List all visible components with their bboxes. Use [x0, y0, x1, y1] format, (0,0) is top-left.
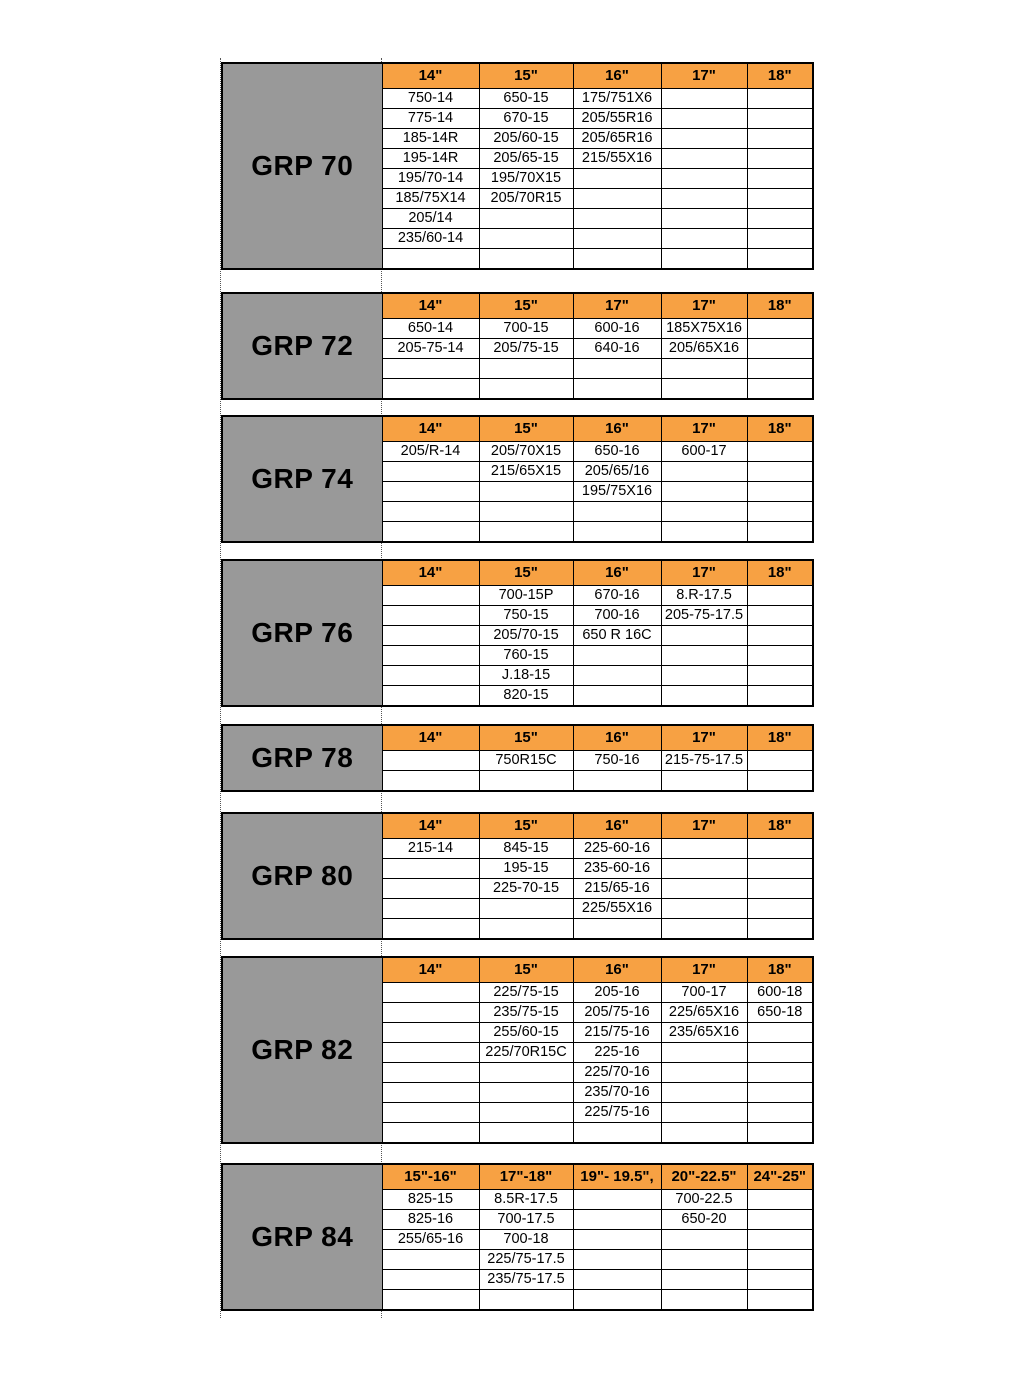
- size-cell: [479, 249, 573, 270]
- size-cell: [573, 1250, 661, 1270]
- size-cell: [661, 899, 747, 919]
- column-header: 24"-25": [747, 1164, 813, 1190]
- column-header: 15": [479, 63, 573, 89]
- size-cell: 195/70-14: [382, 169, 479, 189]
- column-header: 18": [747, 957, 813, 983]
- size-cell: [747, 1290, 813, 1311]
- size-cell: 225/70-16: [573, 1063, 661, 1083]
- size-cell: 650-18: [747, 1003, 813, 1023]
- size-cell: [661, 462, 747, 482]
- size-cell: [573, 919, 661, 940]
- size-cell: 825-16: [382, 1210, 479, 1230]
- column-header: 18": [747, 560, 813, 586]
- size-cell: [382, 1083, 479, 1103]
- column-header: 17": [661, 560, 747, 586]
- size-cell: [382, 899, 479, 919]
- size-cell: [661, 209, 747, 229]
- size-cell: 235/65X16: [661, 1023, 747, 1043]
- size-cell: 750-16: [573, 751, 661, 771]
- size-cell: 205/75-16: [573, 1003, 661, 1023]
- size-cell: [382, 983, 479, 1003]
- size-cell: [747, 169, 813, 189]
- column-header: 15": [479, 416, 573, 442]
- size-cell: 215-14: [382, 839, 479, 859]
- size-cell: 235/60-14: [382, 229, 479, 249]
- size-cell: [382, 462, 479, 482]
- size-cell: [573, 249, 661, 270]
- column-header: 15"-16": [382, 1164, 479, 1190]
- size-cell: 215/55X16: [573, 149, 661, 169]
- size-cell: 600-18: [747, 983, 813, 1003]
- size-cell: [661, 1063, 747, 1083]
- column-header: 15": [479, 293, 573, 319]
- size-cell: [479, 919, 573, 940]
- size-cell: 255/65-16: [382, 1230, 479, 1250]
- size-cell: [661, 626, 747, 646]
- size-table: [221, 62, 814, 270]
- size-cell: 600-17: [661, 442, 747, 462]
- size-cell: [747, 209, 813, 229]
- column-header: 17": [661, 813, 747, 839]
- size-cell: 650 R 16C: [573, 626, 661, 646]
- size-cell: 205/14: [382, 209, 479, 229]
- column-header: 18": [747, 813, 813, 839]
- size-cell: 650-16: [573, 442, 661, 462]
- column-header: 16": [573, 416, 661, 442]
- column-header: 14": [382, 725, 479, 751]
- column-header: 16": [573, 813, 661, 839]
- size-cell: [573, 1123, 661, 1144]
- size-cell: 215/65-16: [573, 879, 661, 899]
- size-cell: 225/75-17.5: [479, 1250, 573, 1270]
- size-cell: 670-16: [573, 586, 661, 606]
- size-cell: 700-18: [479, 1230, 573, 1250]
- size-cell: [382, 1290, 479, 1311]
- column-header: 17": [661, 725, 747, 751]
- size-cell: [747, 319, 813, 339]
- size-cell: 225/75-16: [573, 1103, 661, 1123]
- size-cell: 215/65X15: [479, 462, 573, 482]
- size-cell: [479, 899, 573, 919]
- size-cell: [382, 1043, 479, 1063]
- size-cell: 700-17: [661, 983, 747, 1003]
- size-table: [221, 812, 814, 940]
- size-cell: [382, 1270, 479, 1290]
- size-cell: [573, 209, 661, 229]
- size-cell: [661, 522, 747, 543]
- size-cell: [573, 646, 661, 666]
- size-cell: [747, 249, 813, 270]
- size-cell: 205/65-15: [479, 149, 573, 169]
- size-cell: [382, 359, 479, 379]
- size-cell: 225-60-16: [573, 839, 661, 859]
- size-cell: 195-14R: [382, 149, 479, 169]
- size-cell: 205/65X16: [661, 339, 747, 359]
- size-cell: 225/75-15: [479, 983, 573, 1003]
- size-cell: [573, 502, 661, 522]
- size-cell: [382, 379, 479, 400]
- size-cell: [747, 229, 813, 249]
- size-cell: 235/75-15: [479, 1003, 573, 1023]
- size-cell: [661, 379, 747, 400]
- size-cell: [747, 442, 813, 462]
- size-cell: [661, 1083, 747, 1103]
- group-grp-80: [221, 812, 814, 940]
- size-cell: [479, 209, 573, 229]
- size-cell: 205/65R16: [573, 129, 661, 149]
- size-cell: [573, 666, 661, 686]
- size-cell: [661, 666, 747, 686]
- size-cell: [747, 462, 813, 482]
- group-label: GRP 78: [222, 725, 382, 791]
- size-cell: [573, 1230, 661, 1250]
- size-cell: 775-14: [382, 109, 479, 129]
- size-cell: 185X75X16: [661, 319, 747, 339]
- size-cell: 255/60-15: [479, 1023, 573, 1043]
- size-cell: [479, 482, 573, 502]
- size-cell: [747, 379, 813, 400]
- size-cell: [661, 89, 747, 109]
- size-cell: [747, 129, 813, 149]
- size-cell: 235-60-16: [573, 859, 661, 879]
- group-label: GRP 80: [222, 813, 382, 939]
- size-cell: [747, 1250, 813, 1270]
- column-header: 14": [382, 560, 479, 586]
- size-cell: 700-22.5: [661, 1190, 747, 1210]
- column-header: 18": [747, 63, 813, 89]
- column-header: 16": [573, 725, 661, 751]
- size-cell: 700-17.5: [479, 1210, 573, 1230]
- size-cell: [661, 879, 747, 899]
- size-cell: [573, 1210, 661, 1230]
- size-cell: [747, 751, 813, 771]
- size-table: [221, 956, 814, 1144]
- size-cell: [573, 229, 661, 249]
- size-cell: [479, 771, 573, 792]
- size-cell: [747, 1083, 813, 1103]
- size-cell: [661, 1103, 747, 1123]
- size-cell: [479, 1123, 573, 1144]
- size-cell: [479, 1083, 573, 1103]
- size-cell: [747, 1270, 813, 1290]
- size-cell: [747, 771, 813, 792]
- size-cell: [573, 1270, 661, 1290]
- size-cell: [573, 1290, 661, 1311]
- size-cell: 750-15: [479, 606, 573, 626]
- size-cell: 750R15C: [479, 751, 573, 771]
- size-cell: J.18-15: [479, 666, 573, 686]
- size-cell: 235/75-17.5: [479, 1270, 573, 1290]
- size-cell: [382, 1003, 479, 1023]
- group-label: GRP 70: [222, 63, 382, 269]
- size-cell: [747, 646, 813, 666]
- size-cell: [747, 686, 813, 707]
- size-cell: [661, 149, 747, 169]
- size-cell: 205/70-15: [479, 626, 573, 646]
- size-cell: 215/75-16: [573, 1023, 661, 1043]
- size-cell: [661, 482, 747, 502]
- size-cell: [479, 379, 573, 400]
- size-cell: 205/70R15: [479, 189, 573, 209]
- column-header: 19"- 19.5",: [573, 1164, 661, 1190]
- size-cell: [382, 879, 479, 899]
- column-header: 15": [479, 560, 573, 586]
- size-cell: [382, 666, 479, 686]
- column-header: 15": [479, 957, 573, 983]
- size-cell: [747, 1103, 813, 1123]
- size-cell: [382, 686, 479, 707]
- size-cell: [661, 1230, 747, 1250]
- size-cell: [382, 1103, 479, 1123]
- size-cell: [382, 249, 479, 270]
- size-cell: 175/751X6: [573, 89, 661, 109]
- column-header: 15": [479, 725, 573, 751]
- size-cell: [747, 522, 813, 543]
- size-cell: 195/70X15: [479, 169, 573, 189]
- size-cell: [747, 189, 813, 209]
- size-cell: [747, 1210, 813, 1230]
- size-cell: [573, 686, 661, 707]
- size-cell: [661, 109, 747, 129]
- size-cell: [661, 1123, 747, 1144]
- group-grp-76: [221, 559, 814, 707]
- column-header: 14": [382, 957, 479, 983]
- column-header: 17": [661, 63, 747, 89]
- size-cell: 195-15: [479, 859, 573, 879]
- size-cell: [479, 502, 573, 522]
- size-cell: [479, 359, 573, 379]
- size-cell: 8.5R-17.5: [479, 1190, 573, 1210]
- size-cell: [382, 586, 479, 606]
- size-cell: 700-15P: [479, 586, 573, 606]
- size-cell: 205/R-14: [382, 442, 479, 462]
- column-header: 17": [661, 293, 747, 319]
- size-cell: 205/60-15: [479, 129, 573, 149]
- size-cell: [747, 149, 813, 169]
- size-cell: [747, 626, 813, 646]
- group-label: GRP 76: [222, 560, 382, 706]
- size-cell: [747, 1123, 813, 1144]
- size-table: [221, 559, 814, 707]
- group-label: GRP 82: [222, 957, 382, 1143]
- size-cell: [382, 1123, 479, 1144]
- size-table: [221, 724, 814, 792]
- size-cell: [479, 1063, 573, 1083]
- size-cell: 205-75-17.5: [661, 606, 747, 626]
- size-cell: 225/55X16: [573, 899, 661, 919]
- column-header: 16": [573, 560, 661, 586]
- size-cell: [479, 229, 573, 249]
- size-cell: 205/55R16: [573, 109, 661, 129]
- size-cell: [479, 1103, 573, 1123]
- size-cell: 205/65/16: [573, 462, 661, 482]
- size-cell: 760-15: [479, 646, 573, 666]
- size-cell: [382, 1250, 479, 1270]
- size-cell: [573, 379, 661, 400]
- size-cell: [747, 1190, 813, 1210]
- size-cell: 225/70R15C: [479, 1043, 573, 1063]
- size-cell: [382, 859, 479, 879]
- size-cell: [382, 606, 479, 626]
- size-cell: [661, 169, 747, 189]
- size-cell: 825-15: [382, 1190, 479, 1210]
- size-cell: [573, 1190, 661, 1210]
- size-cell: 820-15: [479, 686, 573, 707]
- size-cell: [661, 229, 747, 249]
- group-label: GRP 72: [222, 293, 382, 399]
- size-cell: 670-15: [479, 109, 573, 129]
- size-cell: 205-75-14: [382, 339, 479, 359]
- size-cell: 195/75X16: [573, 482, 661, 502]
- size-cell: 225-16: [573, 1043, 661, 1063]
- size-cell: [573, 771, 661, 792]
- size-cell: [747, 919, 813, 940]
- size-cell: [747, 89, 813, 109]
- size-cell: [661, 359, 747, 379]
- size-cell: 215-75-17.5: [661, 751, 747, 771]
- column-header: 17"-18": [479, 1164, 573, 1190]
- size-cell: 640-16: [573, 339, 661, 359]
- group-grp-82: [221, 956, 814, 1144]
- column-header: 14": [382, 293, 479, 319]
- group-grp-72: [221, 292, 814, 400]
- size-cell: 650-14: [382, 319, 479, 339]
- size-table: [221, 415, 814, 543]
- size-cell: 700-15: [479, 319, 573, 339]
- size-cell: [382, 1063, 479, 1083]
- size-cell: [382, 502, 479, 522]
- size-cell: [661, 1043, 747, 1063]
- column-header: 14": [382, 813, 479, 839]
- size-cell: [747, 606, 813, 626]
- column-header: 14": [382, 416, 479, 442]
- size-cell: 225-70-15: [479, 879, 573, 899]
- group-grp-78: [221, 724, 814, 792]
- size-cell: 845-15: [479, 839, 573, 859]
- size-cell: [382, 1023, 479, 1043]
- column-header: 16": [573, 957, 661, 983]
- size-cell: [661, 1270, 747, 1290]
- size-cell: 600-16: [573, 319, 661, 339]
- group-grp-74: [221, 415, 814, 543]
- size-cell: [747, 1063, 813, 1083]
- size-cell: [747, 666, 813, 686]
- size-cell: 205/70X15: [479, 442, 573, 462]
- size-cell: [573, 359, 661, 379]
- size-cell: [747, 1043, 813, 1063]
- size-cell: [747, 1230, 813, 1250]
- size-cell: 700-16: [573, 606, 661, 626]
- size-cell: 650-15: [479, 89, 573, 109]
- size-cell: [661, 249, 747, 270]
- column-header: 17": [661, 957, 747, 983]
- column-header: 16": [573, 63, 661, 89]
- group-label: GRP 84: [222, 1164, 382, 1310]
- size-cell: [747, 839, 813, 859]
- group-label: GRP 74: [222, 416, 382, 542]
- size-cell: 8.R-17.5: [661, 586, 747, 606]
- size-cell: [747, 109, 813, 129]
- size-cell: [661, 919, 747, 940]
- column-header: 15": [479, 813, 573, 839]
- size-cell: 185/75X14: [382, 189, 479, 209]
- size-cell: [661, 129, 747, 149]
- size-cell: [661, 189, 747, 209]
- size-cell: [747, 359, 813, 379]
- column-header: 20"-22.5": [661, 1164, 747, 1190]
- size-cell: [382, 646, 479, 666]
- size-cell: [747, 586, 813, 606]
- size-cell: [573, 189, 661, 209]
- tables-container: [221, 62, 814, 1311]
- size-cell: [747, 502, 813, 522]
- size-cell: [479, 1290, 573, 1311]
- size-cell: [382, 751, 479, 771]
- column-header: 18": [747, 293, 813, 319]
- size-cell: [382, 771, 479, 792]
- size-cell: [661, 646, 747, 666]
- size-cell: [661, 771, 747, 792]
- size-cell: 185-14R: [382, 129, 479, 149]
- size-table: [221, 1163, 814, 1311]
- column-header: 18": [747, 725, 813, 751]
- size-cell: [573, 169, 661, 189]
- size-cell: [661, 686, 747, 707]
- size-cell: [661, 1290, 747, 1311]
- column-header: 17": [661, 416, 747, 442]
- size-cell: 750-14: [382, 89, 479, 109]
- size-cell: [661, 859, 747, 879]
- size-cell: 225/65X16: [661, 1003, 747, 1023]
- size-table: [221, 292, 814, 400]
- size-cell: [747, 482, 813, 502]
- size-cell: [382, 626, 479, 646]
- size-cell: [747, 899, 813, 919]
- size-cell: [382, 522, 479, 543]
- group-grp-84: [221, 1163, 814, 1311]
- size-cell: 205-16: [573, 983, 661, 1003]
- size-cell: [382, 919, 479, 940]
- size-cell: [382, 482, 479, 502]
- size-cell: [747, 1023, 813, 1043]
- column-header: 17": [573, 293, 661, 319]
- size-cell: [747, 879, 813, 899]
- column-header: 18": [747, 416, 813, 442]
- size-cell: [573, 522, 661, 543]
- size-cell: [661, 1250, 747, 1270]
- size-cell: 205/75-15: [479, 339, 573, 359]
- size-cell: [661, 502, 747, 522]
- size-cell: [747, 339, 813, 359]
- size-cell: [747, 859, 813, 879]
- size-cell: [479, 522, 573, 543]
- size-cell: [661, 839, 747, 859]
- size-cell: 235/70-16: [573, 1083, 661, 1103]
- size-cell: 650-20: [661, 1210, 747, 1230]
- column-header: 14": [382, 63, 479, 89]
- group-grp-70: [221, 62, 814, 270]
